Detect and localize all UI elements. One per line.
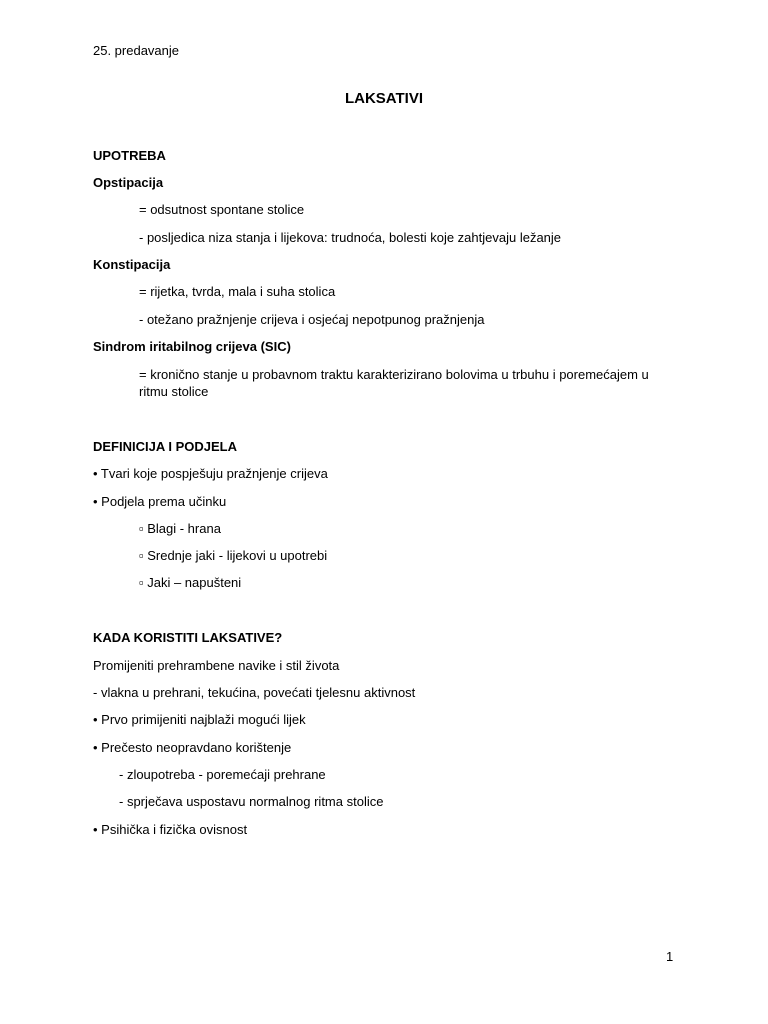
definition-opstipacija: = odsutnost spontane stolice xyxy=(139,202,305,217)
bullet-item: • Podjela prema učinku xyxy=(93,494,227,509)
detail-opstipacija: - posljedica niza stanja i lijekova: trudnoća, bolesti koje zahtjevaju ležanje xyxy=(139,230,562,245)
section-heading-kada: KADA KORISTITI LAKSATIVE? xyxy=(93,630,283,645)
page-number: 1 xyxy=(666,949,674,964)
text-line: - vlakna u prehrani, tekućina, povećati tjelesnu aktivnost xyxy=(93,685,416,700)
term-sic: Sindrom iritabilnog crijeva (SIC) xyxy=(93,339,291,354)
bullet-item: • Tvari koje pospješuju pražnjenje crijeva xyxy=(93,466,328,481)
definition-konstipacija: = rijetka, tvrda, mala i suha stolica xyxy=(139,284,336,299)
bullet-item: • Prečesto neopravdano korištenje xyxy=(93,740,292,755)
page-title: LAKSATIVI xyxy=(344,90,424,107)
sub-bullet-item: ▫ Jaki – napušteni xyxy=(139,575,242,590)
term-opstipacija: Opstipacija xyxy=(93,175,164,190)
text-line: Promijeniti prehrambene navike i stil života xyxy=(93,658,340,673)
definition-sic: = kronično stanje u probavnom traktu karakterizirano bolovima u trbuhu i poremećajem u ritmu stolice xyxy=(139,367,649,399)
bullet-item: • Prvo primijeniti najblaži mogući lijek xyxy=(93,712,306,727)
sub-item: - zloupotreba - poremećaji prehrane xyxy=(119,767,326,782)
sub-bullet-item: ▫ Blagi - hrana xyxy=(139,521,221,536)
detail-konstipacija: - otežano pražnjenje crijeva i osjećaj nepotpunog pražnjenja xyxy=(139,312,485,327)
bullet-item: • Psihička i fizička ovisnost xyxy=(93,822,248,837)
section-heading-upotreba: UPOTREBA xyxy=(93,148,166,163)
section-heading-definicija: DEFINICIJA I PODJELA xyxy=(93,439,237,454)
term-konstipacija: Konstipacija xyxy=(93,257,171,272)
sub-bullet-item: ▫ Srednje jaki - lijekovi u upotrebi xyxy=(139,548,328,563)
sub-item: - sprječava uspostavu normalnog ritma stolice xyxy=(119,794,384,809)
lecture-header: 25. predavanje xyxy=(93,43,180,58)
